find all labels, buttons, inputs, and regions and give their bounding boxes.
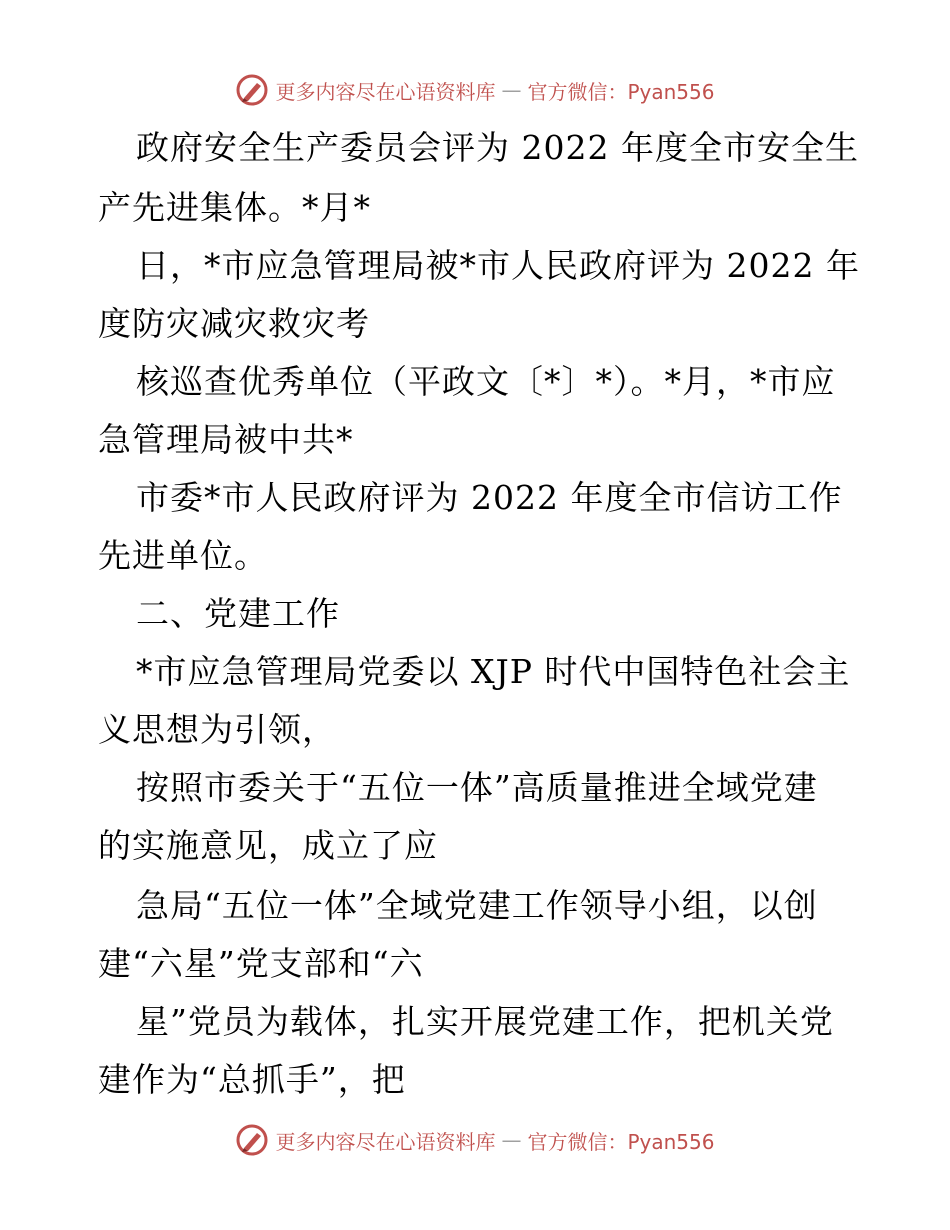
text-line: 政府安全生产委员会评为 2022 年度全市安全生 [136, 128, 859, 167]
watermark-wechat: 官方微信：Pyan556 [527, 79, 715, 104]
watermark-text: 更多内容尽在心语资料库 [275, 1129, 496, 1154]
watermark-wechat: 官方微信：Pyan556 [527, 1129, 715, 1154]
text-line: 的实施意见，成立了应 [98, 826, 438, 865]
footer-watermark [0, 1120, 950, 1160]
text-line: 按照市委关于“五位一体”高质量推进全域党建 [136, 768, 818, 807]
watermark-text: 更多内容尽在心语资料库 [275, 79, 496, 104]
text-line: *市应急管理局党委以 XJP 时代中国特色社会主 [136, 652, 851, 691]
text-line: 核巡查优秀单位（平政文〔*〕*）。*月，*市应 [136, 362, 836, 401]
pen-circle-logo-icon [235, 1123, 269, 1157]
text-line: 急局“五位一体”全域党建工作领导小组，以创 [136, 886, 818, 925]
text-line: 建作为“总抓手”，把 [98, 1060, 406, 1099]
text-line: 星”党员为载体，扎实开展党建工作，把机关党 [136, 1002, 834, 1041]
text-line: 急管理局被中共* [98, 420, 354, 459]
watermark-dash: — [501, 78, 522, 102]
text-line: 义思想为引领， [98, 710, 336, 749]
section-heading: 二、党建工作 [136, 594, 340, 633]
text-line: 先进单位。 [98, 536, 268, 575]
text-line: 建“六星”党支部和“六 [98, 944, 424, 983]
text-line: 市委*市人民政府评为 2022 年度全市信访工作 [136, 478, 843, 517]
text-line: 产先进集体。*月* [98, 188, 371, 227]
watermark-dash: — [501, 1128, 522, 1152]
text-line: 度防灾减灾救灾考 [98, 304, 370, 343]
text-line: 日，*市应急管理局被*市人民政府评为 2022 年 [136, 246, 860, 285]
